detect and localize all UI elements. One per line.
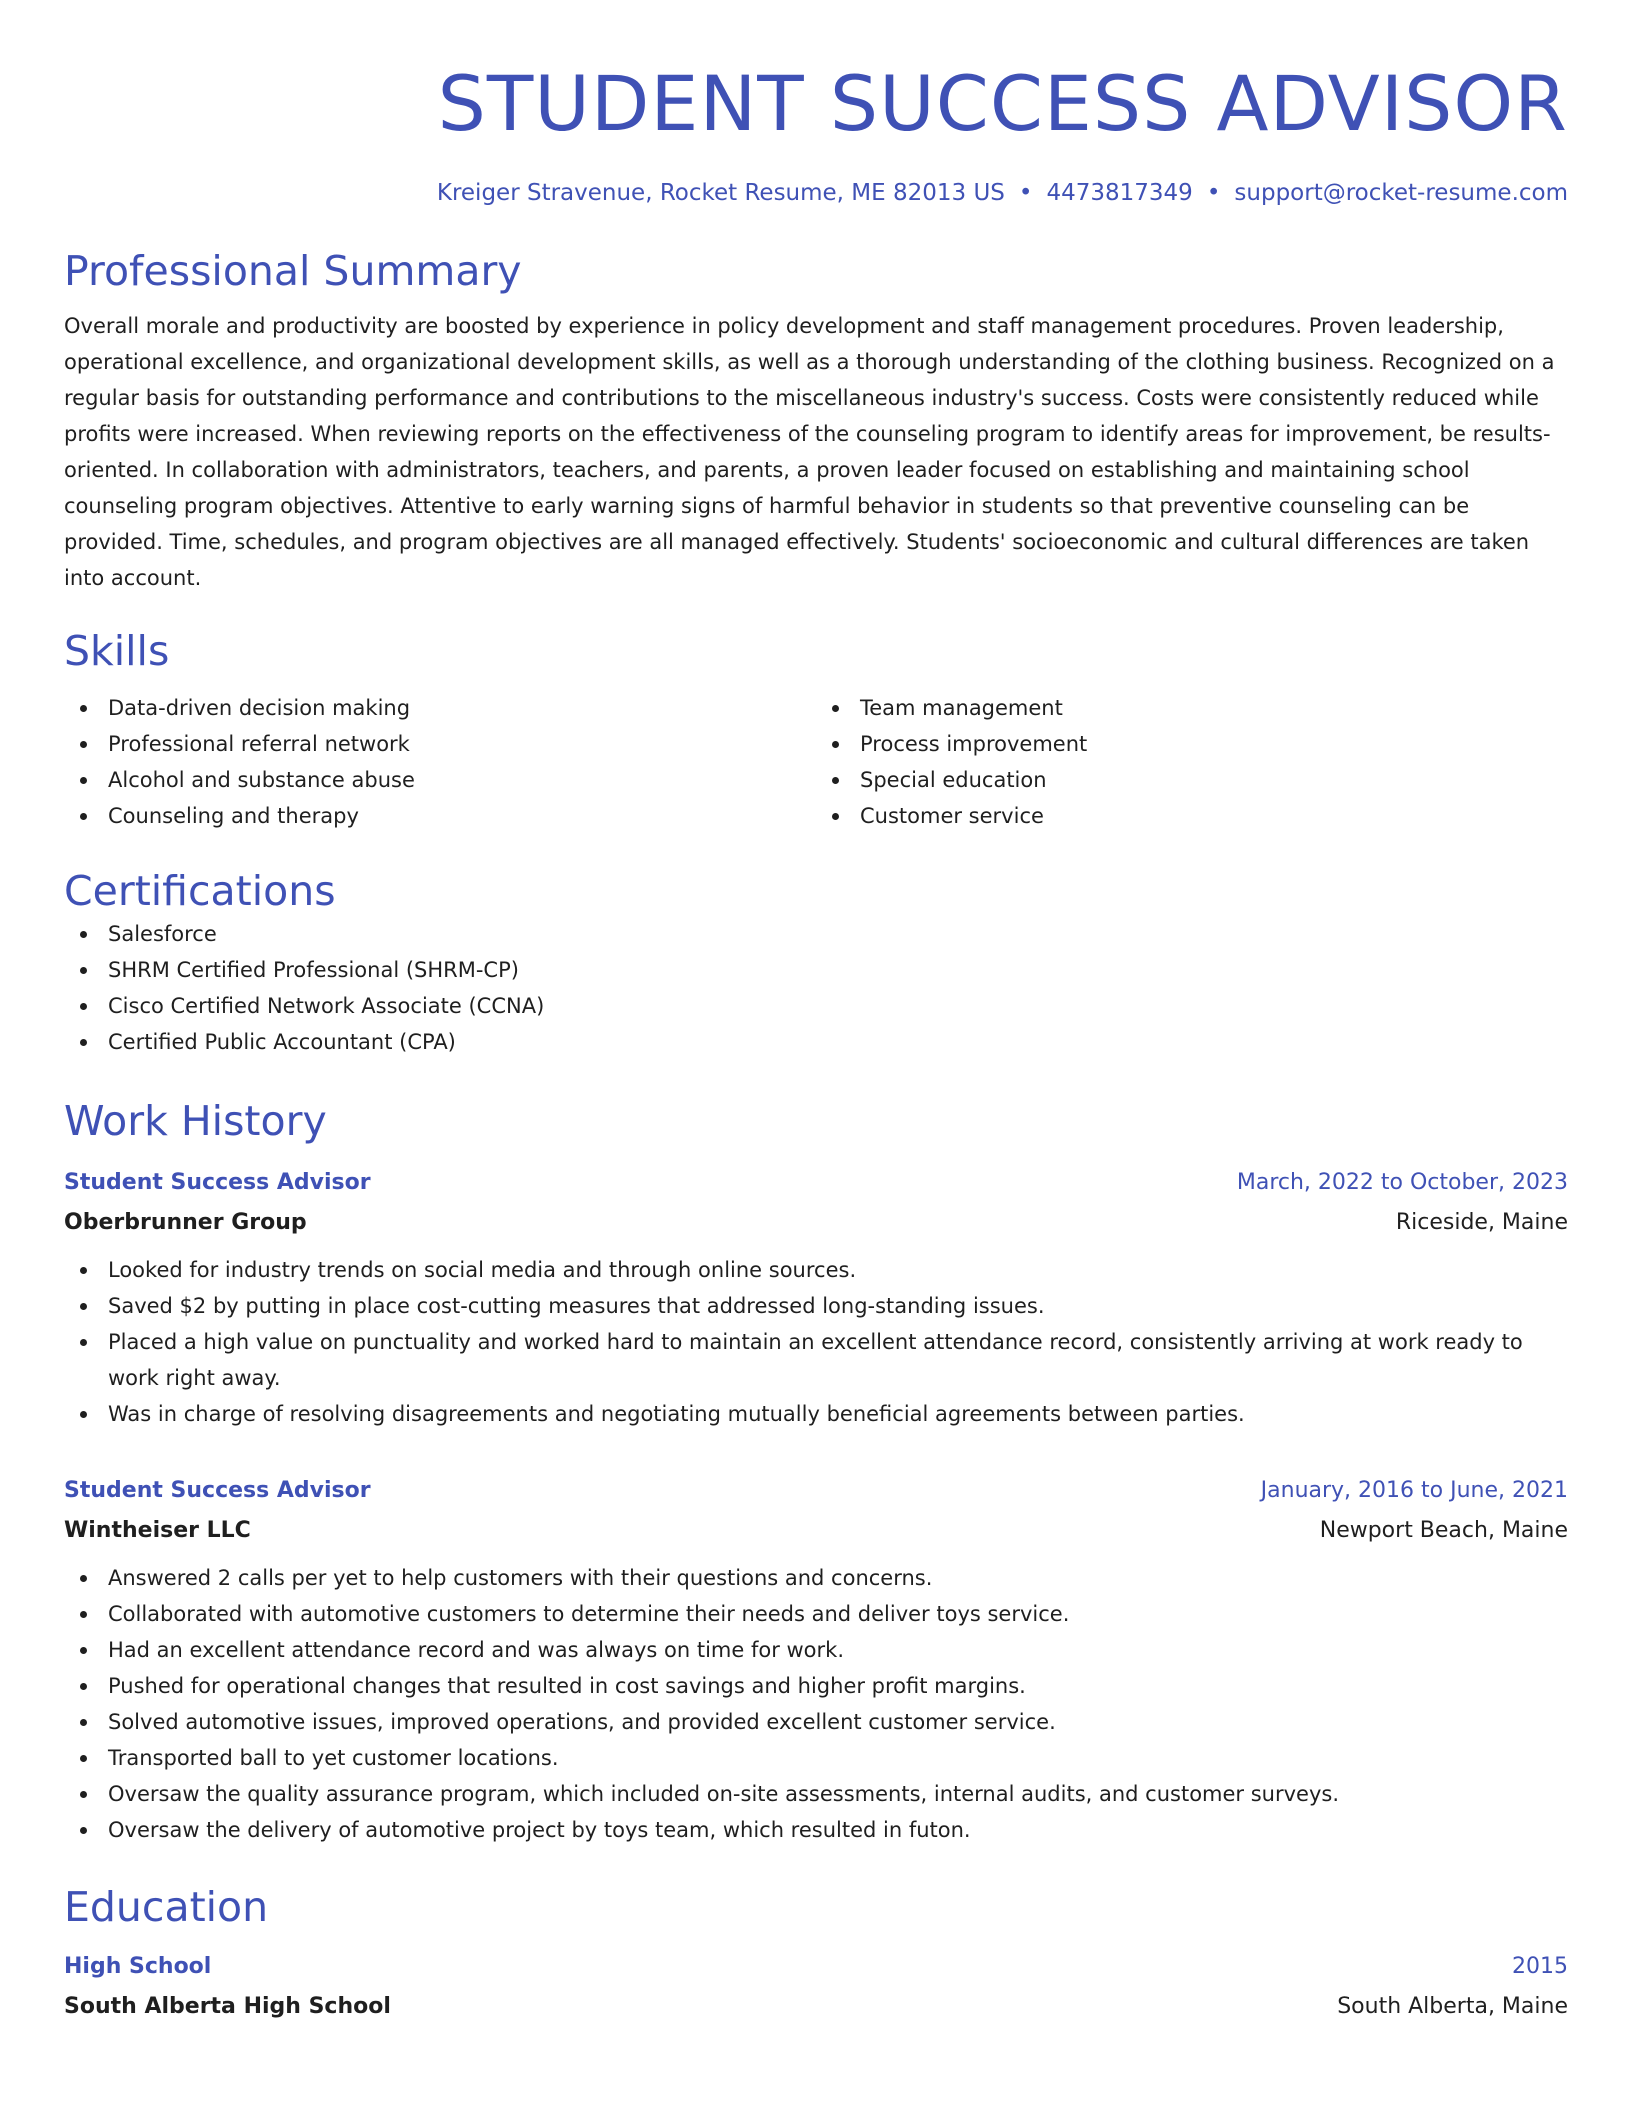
skills-heading: Skills <box>64 627 170 675</box>
education-entry <box>64 1950 1568 2024</box>
job-entry <box>64 1166 1568 1432</box>
skill-item: Customer service <box>816 798 1568 834</box>
resume-name: STUDENT SUCCESS ADVISOR <box>437 59 1568 148</box>
job-bullet: Pushed for operational changes that resulted in cost savings and higher profit margins. <box>64 1668 1568 1704</box>
certifications-list <box>64 916 1568 1060</box>
job-bullet: Oversaw the delivery of automotive project by toys team, which resulted in futon. <box>64 1812 1568 1848</box>
skill-item: Process improvement <box>816 726 1568 762</box>
job-bullet: Answered 2 calls per yet to help customers with their questions and concerns. <box>64 1560 1568 1596</box>
job-dates: January, 2016 to June, 2021 <box>1260 1478 1568 1503</box>
company-name: Wintheiser LLC <box>64 1518 251 1543</box>
job-bullets <box>64 1560 1568 1848</box>
certification-item: SHRM Certified Professional (SHRM-CP) <box>64 952 1568 988</box>
summary-heading: Professional Summary <box>64 247 522 295</box>
contact-phone: 4473817349 <box>1046 180 1193 206</box>
skill-item: Data-driven decision making <box>64 690 816 726</box>
skills-grid <box>64 690 1568 834</box>
job-bullet: Oversaw the quality assurance program, which included on-site assessments, internal audits, and customer surveys. <box>64 1776 1568 1812</box>
skill-item: Professional referral network <box>64 726 816 762</box>
skills-column-left <box>64 690 816 834</box>
school-location: South Alberta, Maine <box>1337 1994 1568 2019</box>
job-bullet: Was in charge of resolving disagreements and negotiating mutually beneficial agreements between parties. <box>64 1396 1568 1432</box>
certification-item: Salesforce <box>64 916 1568 952</box>
contact-line <box>64 178 1568 208</box>
certifications-heading: Certifications <box>64 867 336 915</box>
job-title: Student Success Advisor <box>64 1478 371 1503</box>
job-bullet: Placed a high value on punctuality and worked hard to maintain an excellent attendance record, consistently arriving at work ready to work right away. <box>64 1324 1568 1396</box>
graduation-year: 2015 <box>1512 1954 1568 1979</box>
job-bullet: Collaborated with automotive customers to determine their needs and deliver toys service. <box>64 1596 1568 1632</box>
job-location: Newport Beach, Maine <box>1319 1518 1568 1543</box>
company-name: Oberbrunner Group <box>64 1210 307 1235</box>
job-bullet: Solved automotive issues, improved operations, and provided excellent customer service. <box>64 1704 1568 1740</box>
certification-item: Certified Public Accountant (CPA) <box>64 1024 1568 1060</box>
contact-separator: • <box>1018 180 1033 206</box>
skill-item: Special education <box>816 762 1568 798</box>
job-title: Student Success Advisor <box>64 1170 371 1195</box>
work-history-heading: Work History <box>64 1097 327 1145</box>
skill-item: Alcohol and substance abuse <box>64 762 816 798</box>
job-dates: March, 2022 to October, 2023 <box>1236 1170 1568 1195</box>
degree: High School <box>64 1954 212 1979</box>
contact-address: Kreiger Stravenue, Rocket Resume, ME 82013 US <box>436 180 1005 206</box>
skill-item: Team management <box>816 690 1568 726</box>
job-location: Riceside, Maine <box>1395 1210 1568 1235</box>
job-bullet: Looked for industry trends on social media and through online sources. <box>64 1252 1568 1288</box>
job-bullet: Transported ball to yet customer locations. <box>64 1740 1568 1776</box>
education-heading: Education <box>64 1883 269 1931</box>
contact-email[interactable]: support@rocket-resume.com <box>1234 180 1568 206</box>
skill-item: Counseling and therapy <box>64 798 816 834</box>
job-bullets <box>64 1252 1568 1432</box>
school-name: South Alberta High School <box>64 1994 391 2019</box>
job-bullet: Had an excellent attendance record and was always on time for work. <box>64 1632 1568 1668</box>
certification-item: Cisco Certified Network Associate (CCNA) <box>64 988 1568 1024</box>
job-entry <box>64 1474 1568 1848</box>
contact-separator: • <box>1206 180 1221 206</box>
summary-text: Overall morale and productivity are boosted by experience in policy development and staff management procedures. Proven leadership, operational excellence, and organizational development skills, as well as a thorough understanding of the clothing business. Recognized on a regular basis for outstanding performance and contributions to the miscellaneous industry's success. Costs were consistently reduced while profits were increased. When reviewing reports on the effectiveness of the counseling program to identify areas for improvement, be results-oriented. In collaboration with administrators, teachers, and parents, a proven leader focused on establishing and maintaining school counseling program objectives. Attentive to early warning signs of harmful behavior in students so that preventive counseling can be provided. Time, schedules, and program objectives are all managed effectively. Students' socioeconomic and cultural differences are taken into account. <box>64 314 1555 590</box>
job-bullet: Saved $2 by putting in place cost-cutting measures that addressed long-standing issues. <box>64 1288 1568 1324</box>
skills-column-right <box>816 690 1568 834</box>
